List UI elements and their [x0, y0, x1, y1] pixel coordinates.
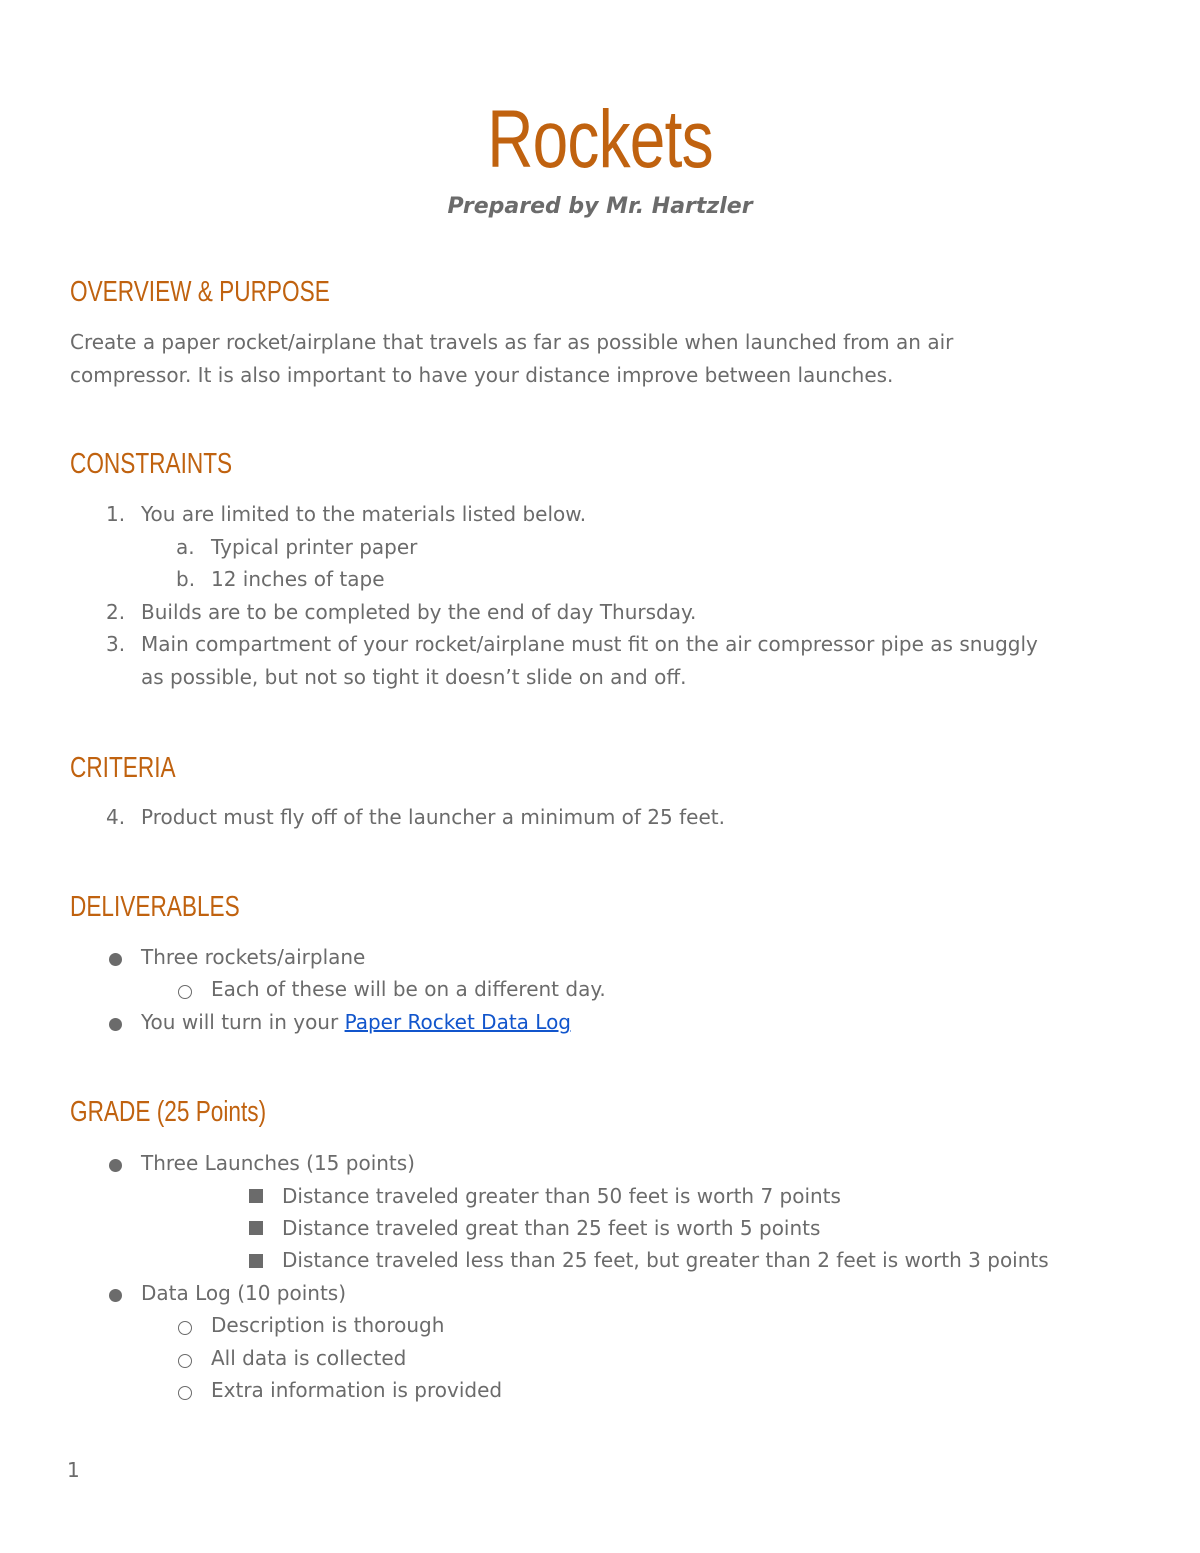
- deliverables-heading: DELIVERABLES: [70, 891, 240, 923]
- square-bullet-icon: [249, 1221, 263, 1235]
- list-marker: b.: [176, 567, 196, 591]
- bullet-icon: [109, 1159, 122, 1172]
- list-marker: a.: [176, 535, 195, 559]
- list-marker: 2.: [106, 600, 126, 624]
- list-item-text: You will turn in your: [141, 1010, 345, 1034]
- bullet-icon: [109, 953, 122, 966]
- constraints-heading: CONSTRAINTS: [70, 448, 233, 480]
- hollow-bullet-icon: [178, 1321, 192, 1335]
- list-item: 12 inches of tape: [211, 567, 385, 591]
- square-bullet-icon: [249, 1189, 263, 1203]
- page-number: 1: [67, 1458, 80, 1482]
- list-item: Typical printer paper: [211, 535, 418, 559]
- list-item: Distance traveled less than 25 feet, but greater than 2 feet is worth 3 points: [282, 1248, 1049, 1272]
- bullet-icon: [109, 1289, 122, 1302]
- grade-heading: GRADE (25 Points): [70, 1096, 267, 1128]
- list-item: Distance traveled greater than 50 feet is worth 7 points: [282, 1184, 841, 1208]
- square-bullet-icon: [249, 1254, 263, 1268]
- list-marker: 1.: [106, 502, 126, 526]
- list-item: [141, 1006, 571, 1039]
- bullet-icon: [109, 1018, 122, 1031]
- list-item: Distance traveled great than 25 feet is worth 5 points: [282, 1216, 821, 1240]
- hollow-bullet-icon: [178, 985, 192, 999]
- data-log-link[interactable]: Paper Rocket Data Log: [344, 1010, 571, 1034]
- overview-heading: OVERVIEW & PURPOSE: [70, 276, 330, 308]
- list-item: Each of these will be on a different day.: [211, 977, 606, 1001]
- criteria-heading: CRITERIA: [70, 752, 176, 784]
- list-item: Three Launches (15 points): [141, 1151, 415, 1175]
- list-item: Builds are to be completed by the end of day Thursday.: [141, 600, 697, 624]
- document-title: Rockets: [487, 94, 713, 185]
- hollow-bullet-icon: [178, 1386, 192, 1400]
- overview-paragraph-line-2: compressor. It is also important to have your distance improve between launches.: [70, 363, 894, 387]
- overview-paragraph-line-1: Create a paper rocket/airplane that travels as far as possible when launched from an air: [70, 330, 954, 354]
- list-item: Description is thorough: [211, 1313, 445, 1337]
- list-item-continuation: as possible, but not so tight it doesn’t slide on and off.: [141, 665, 687, 689]
- list-item: All data is collected: [211, 1346, 407, 1370]
- list-item: Data Log (10 points): [141, 1281, 347, 1305]
- list-marker: 3.: [106, 632, 126, 656]
- list-item: You are limited to the materials listed below.: [141, 502, 587, 526]
- list-item: Extra information is provided: [211, 1378, 503, 1402]
- list-item: Three rockets/airplane: [141, 945, 366, 969]
- hollow-bullet-icon: [178, 1354, 192, 1368]
- document-subtitle: Prepared by Mr. Hartzler: [447, 194, 753, 219]
- list-item: Main compartment of your rocket/airplane must fit on the air compressor pipe as snuggly: [141, 632, 1038, 656]
- list-marker: 4.: [106, 805, 126, 829]
- list-item: Product must fly off of the launcher a minimum of 25 feet.: [141, 805, 725, 829]
